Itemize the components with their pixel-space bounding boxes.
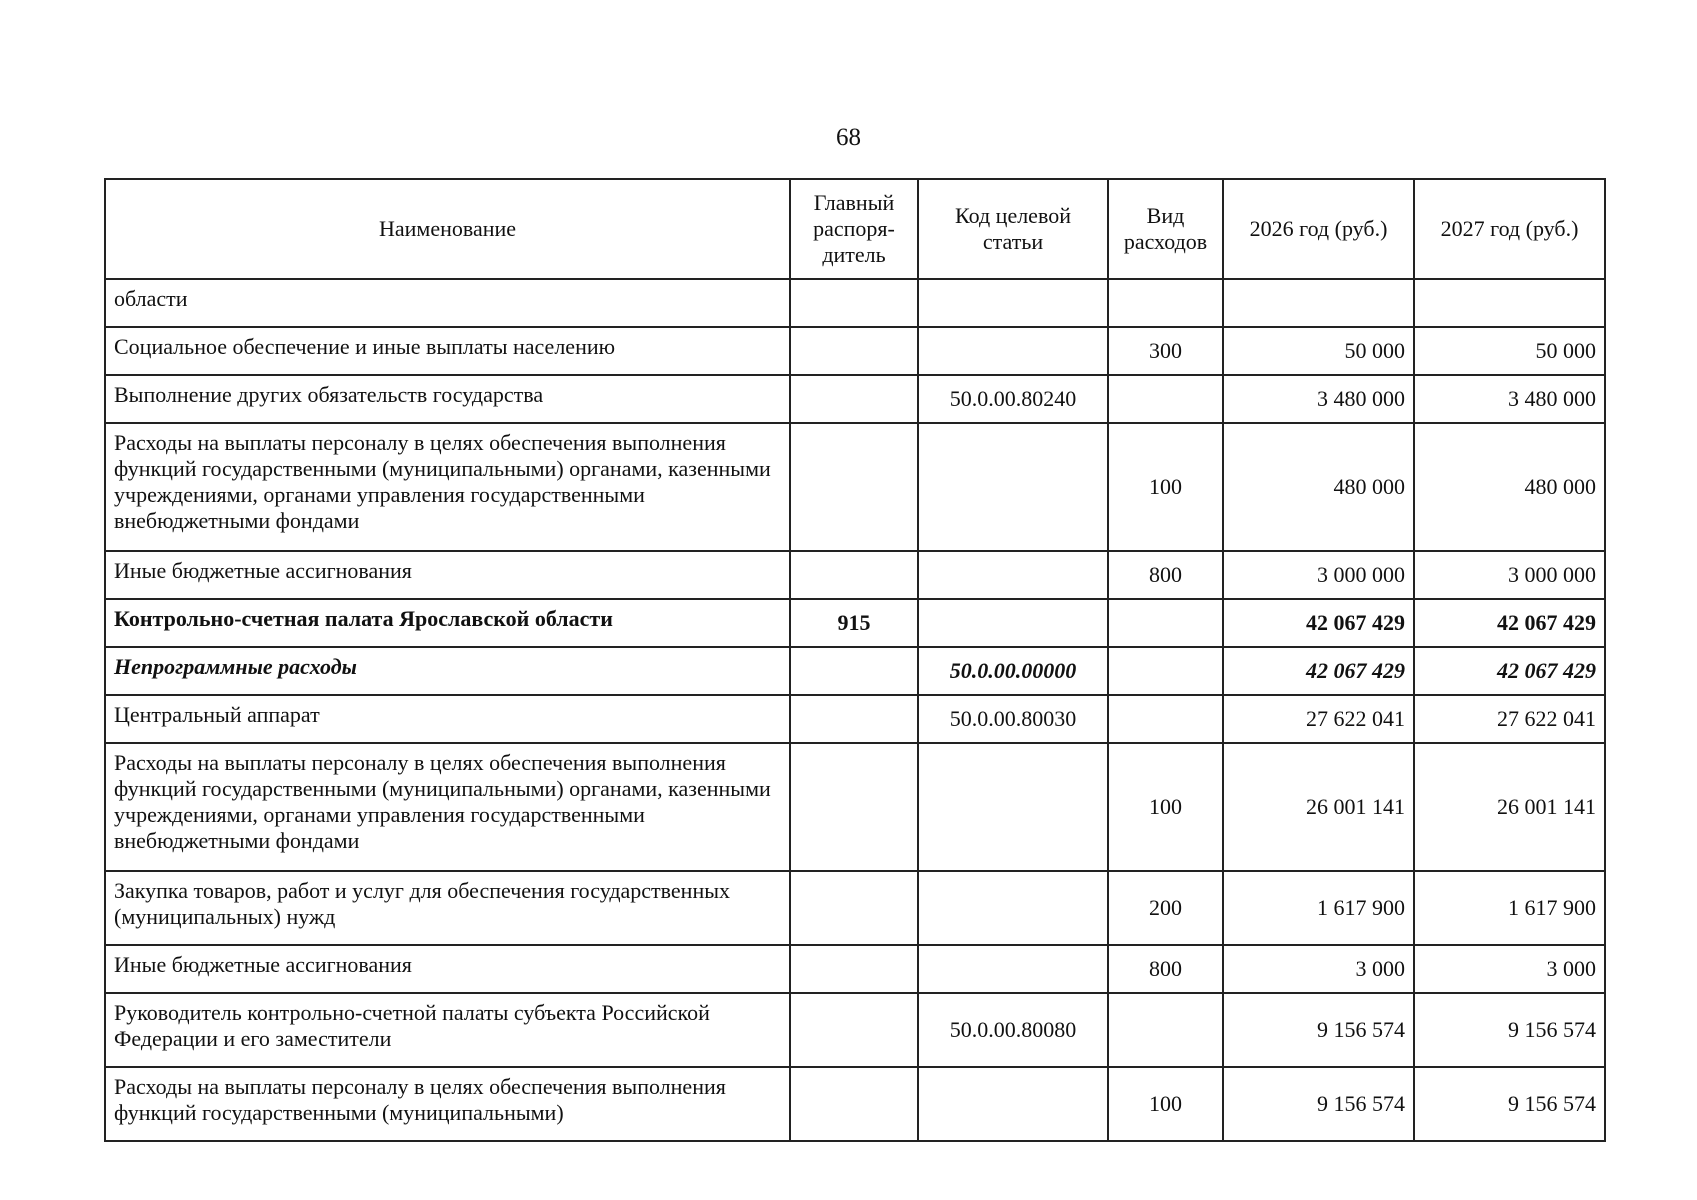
cell-type [1108, 993, 1223, 1067]
header-type: Вид расходов [1108, 179, 1223, 279]
cell-2027: 3 000 [1414, 945, 1605, 993]
table-header-row [105, 179, 1605, 279]
cell-code [918, 279, 1108, 327]
table-row [105, 647, 1605, 695]
cell-type: 800 [1108, 551, 1223, 599]
table-row [105, 1067, 1605, 1141]
cell-2027: 9 156 574 [1414, 1067, 1605, 1141]
cell-manager [790, 279, 918, 327]
cell-type [1108, 279, 1223, 327]
cell-2026: 9 156 574 [1223, 993, 1414, 1067]
cell-type: 300 [1108, 327, 1223, 375]
cell-manager [790, 375, 918, 423]
cell-2027: 27 622 041 [1414, 695, 1605, 743]
cell-name: Руководитель контрольно-счетной палаты субъекта Российской Федерации и его заместители [105, 993, 790, 1067]
cell-code [918, 945, 1108, 993]
cell-type: 100 [1108, 1067, 1223, 1141]
cell-code: 50.0.00.80080 [918, 993, 1108, 1067]
cell-2027 [1414, 279, 1605, 327]
cell-name: Закупка товаров, работ и услуг для обеспечения государственных (муниципальных) нужд [105, 871, 790, 945]
header-2026: 2026 год (руб.) [1223, 179, 1414, 279]
cell-manager [790, 945, 918, 993]
cell-2026: 3 000 000 [1223, 551, 1414, 599]
cell-code: 50.0.00.80030 [918, 695, 1108, 743]
cell-type [1108, 647, 1223, 695]
cell-manager [790, 647, 918, 695]
cell-type [1108, 375, 1223, 423]
cell-name: Контрольно-счетная палата Ярославской области [105, 599, 790, 647]
budget-table [104, 178, 1606, 1142]
cell-2026: 26 001 141 [1223, 743, 1414, 871]
cell-2026: 42 067 429 [1223, 599, 1414, 647]
cell-name: Непрограммные расходы [105, 647, 790, 695]
cell-manager [790, 551, 918, 599]
header-name: Наименование [105, 179, 790, 279]
cell-code [918, 1067, 1108, 1141]
cell-manager [790, 1067, 918, 1141]
cell-2026: 3 000 [1223, 945, 1414, 993]
table-row [105, 993, 1605, 1067]
cell-name: Выполнение других обязательств государства [105, 375, 790, 423]
table-row [105, 599, 1605, 647]
cell-2026: 3 480 000 [1223, 375, 1414, 423]
cell-manager [790, 423, 918, 551]
cell-manager: 915 [790, 599, 918, 647]
table-row [105, 279, 1605, 327]
table-row [105, 871, 1605, 945]
cell-2027: 42 067 429 [1414, 599, 1605, 647]
table-row [105, 375, 1605, 423]
cell-2026: 1 617 900 [1223, 871, 1414, 945]
cell-manager [790, 695, 918, 743]
cell-type: 200 [1108, 871, 1223, 945]
cell-code [918, 599, 1108, 647]
cell-2026: 42 067 429 [1223, 647, 1414, 695]
cell-name: области [105, 279, 790, 327]
header-code: Код целевой статьи [918, 179, 1108, 279]
cell-2027: 3 480 000 [1414, 375, 1605, 423]
cell-2027: 42 067 429 [1414, 647, 1605, 695]
cell-type: 100 [1108, 423, 1223, 551]
page-number: 68 [836, 124, 861, 151]
cell-type: 100 [1108, 743, 1223, 871]
cell-manager [790, 743, 918, 871]
cell-code [918, 743, 1108, 871]
cell-2026: 27 622 041 [1223, 695, 1414, 743]
cell-2026: 9 156 574 [1223, 1067, 1414, 1141]
cell-code [918, 327, 1108, 375]
cell-name: Расходы на выплаты персоналу в целях обеспечения выполнения функций государственными (муниципальными) [105, 1067, 790, 1141]
cell-2027: 1 617 900 [1414, 871, 1605, 945]
table-row [105, 423, 1605, 551]
header-2027: 2027 год (руб.) [1414, 179, 1605, 279]
cell-2027: 26 001 141 [1414, 743, 1605, 871]
cell-2027: 3 000 000 [1414, 551, 1605, 599]
cell-name: Иные бюджетные ассигнования [105, 945, 790, 993]
cell-manager [790, 327, 918, 375]
cell-2027: 50 000 [1414, 327, 1605, 375]
header-manager: Главный распоря-дитель [790, 179, 918, 279]
cell-type [1108, 599, 1223, 647]
cell-2027: 480 000 [1414, 423, 1605, 551]
cell-type [1108, 695, 1223, 743]
cell-2026: 50 000 [1223, 327, 1414, 375]
cell-2026 [1223, 279, 1414, 327]
table-row [105, 551, 1605, 599]
table-row [105, 695, 1605, 743]
cell-code [918, 551, 1108, 599]
cell-manager [790, 993, 918, 1067]
cell-code [918, 423, 1108, 551]
table-row [105, 327, 1605, 375]
cell-type: 800 [1108, 945, 1223, 993]
table-row [105, 945, 1605, 993]
cell-name: Расходы на выплаты персоналу в целях обеспечения выполнения функций государственными (муниципальными) органами, казенными учреждениями, органами управления государственными внебюджетными фондами [105, 743, 790, 871]
cell-manager [790, 871, 918, 945]
cell-code [918, 871, 1108, 945]
cell-name: Расходы на выплаты персоналу в целях обеспечения выполнения функций государственными (муниципальными) органами, казенными учреждениями, органами управления государственными внебюджетными фондами [105, 423, 790, 551]
table-row [105, 743, 1605, 871]
cell-2026: 480 000 [1223, 423, 1414, 551]
cell-name: Иные бюджетные ассигнования [105, 551, 790, 599]
cell-code: 50.0.00.80240 [918, 375, 1108, 423]
cell-name: Социальное обеспечение и иные выплаты населению [105, 327, 790, 375]
cell-2027: 9 156 574 [1414, 993, 1605, 1067]
cell-name: Центральный аппарат [105, 695, 790, 743]
cell-code: 50.0.00.00000 [918, 647, 1108, 695]
